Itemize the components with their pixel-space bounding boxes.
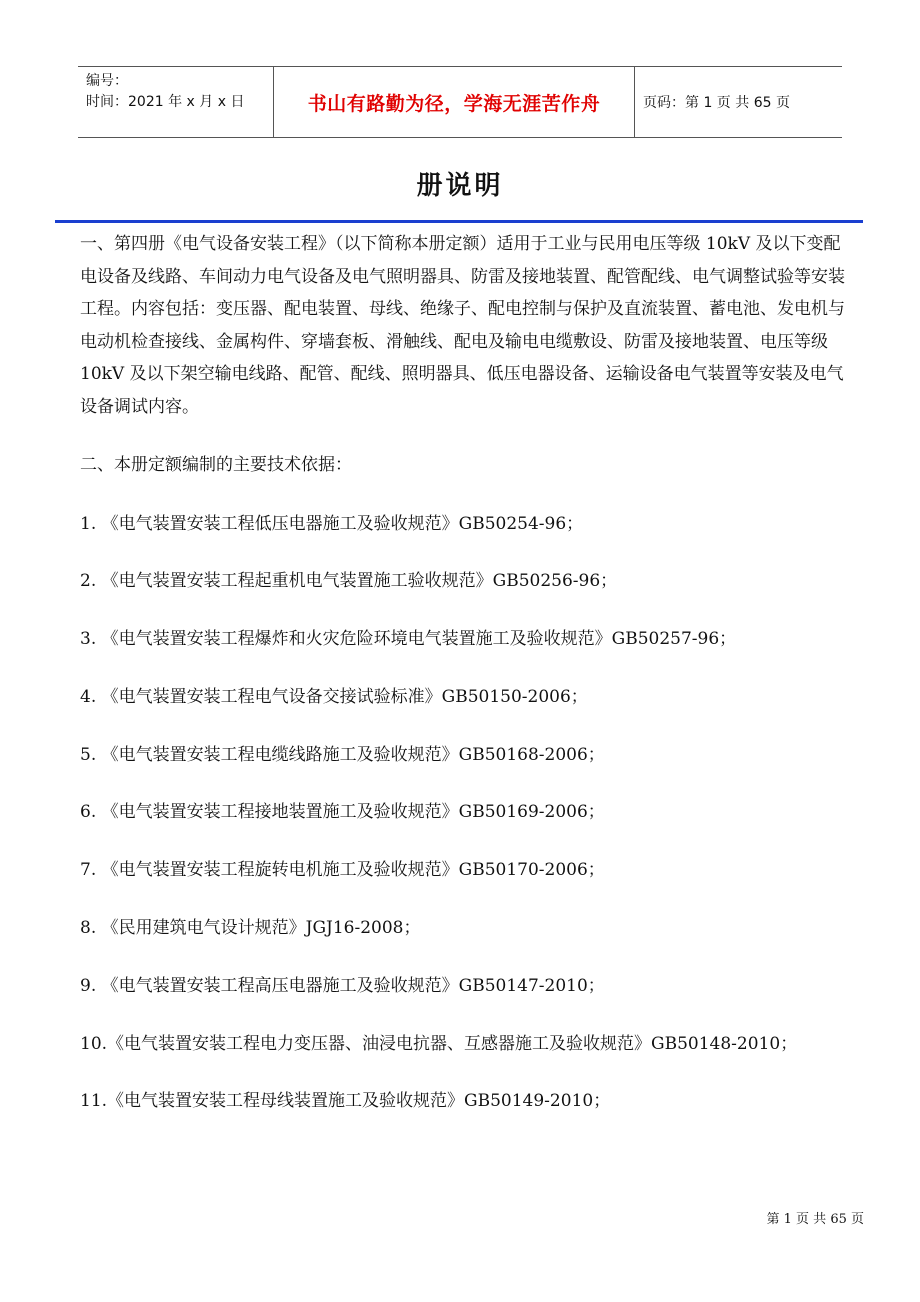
header-meta-cell	[78, 67, 274, 137]
intro-paragraph: 一、第四册《电气设备安装工程》（以下简称本册定额）适用于工业与民用电压等级 10kV 及以下变配电设备及线路、车间动力电气设备及电气照明器具、防雷及接地装置、配管配线、电气调整试验等安装工程。内容包括：变压器、配电装置、母线、绝缘子、配电控制与保护及直流装置、蓄电池、发电机与电动机检查接线、金属构件、穿墙套板、滑触线、配电及输电电缆敷设、防雷及接地装置、电压等级 10kV 及以下架空输电线路、配管、配线、照明器具、低压电器设备、运输设备电气装置等安装及电气设备调试内容。	[80, 234, 845, 417]
basis-heading: 二、本册定额编制的主要技术依据：	[80, 455, 352, 475]
page-title: 册说明	[416, 171, 504, 201]
list-item: 11.《电气装置安装工程母线装置施工及验收规范》GB50149-2010；	[80, 1091, 611, 1112]
list-item: 4. 《电气装置安装工程电气设备交接试验标准》GB50150-2006；	[80, 686, 588, 707]
list-item: 6. 《电气装置安装工程接地装置施工及验收规范》GB50169-2006；	[80, 802, 605, 823]
list-item: 10.《电气装置安装工程电力变压器、油浸电抗器、互感器施工及验收规范》GB50148-2010；	[80, 1033, 798, 1054]
list-item: 8. 《民用建筑电气设计规范》JGJ16-2008；	[80, 918, 421, 939]
motto-text: 书山有路勤为径，学海无涯苦作舟	[307, 93, 601, 115]
document-number-label: 编号：	[86, 73, 128, 89]
document-time: 时间：2021 年 x 月 x 日	[86, 94, 245, 110]
document-header	[78, 66, 842, 138]
list-item: 9. 《电气装置安装工程高压电器施工及验收规范》GB50147-2010；	[80, 975, 605, 996]
page-code: 页码：第 1 页 共 65 页	[643, 95, 790, 111]
header-page-cell	[635, 67, 842, 137]
list-item: 5. 《电气装置安装工程电缆线路施工及验收规范》GB50168-2006；	[80, 744, 605, 765]
document-body	[80, 228, 850, 1143]
basis-list	[80, 508, 850, 1144]
header-motto-cell	[274, 67, 635, 137]
title-divider	[55, 220, 863, 223]
list-item: 2. 《电气装置安装工程起重机电气装置施工验收规范》GB50256-96；	[80, 571, 618, 592]
list-item: 3. 《电气装置安装工程爆炸和火灾危险环境电气装置施工及验收规范》GB50257-96；	[80, 629, 737, 650]
list-item: 1. 《电气装置安装工程低压电器施工及验收规范》GB50254-96；	[80, 513, 584, 534]
list-item: 7. 《电气装置安装工程旋转电机施工及验收规范》GB50170-2006；	[80, 860, 605, 881]
page-footer: 第 1 页 共 65 页	[766, 1212, 864, 1227]
